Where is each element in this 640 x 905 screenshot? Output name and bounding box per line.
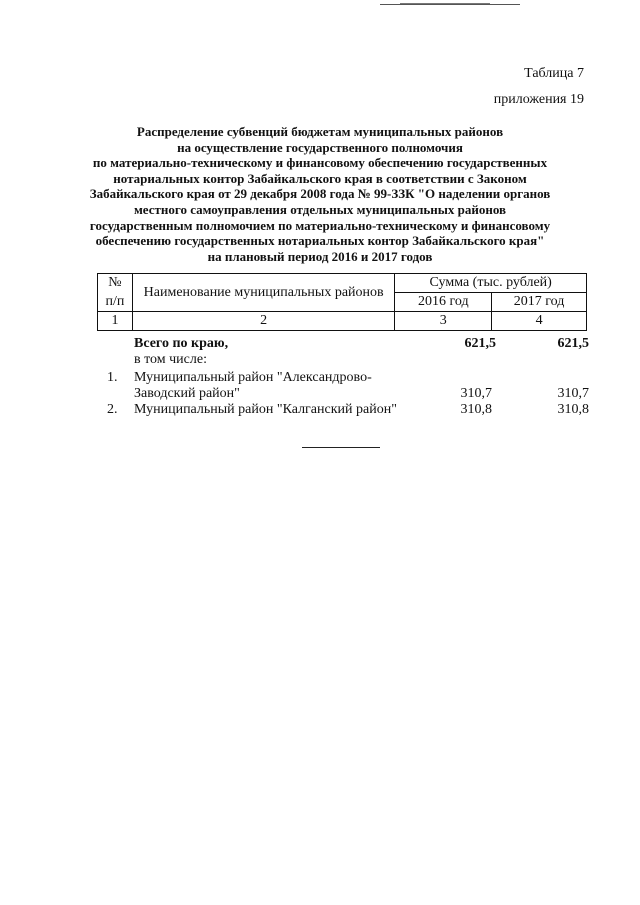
- column-header-number-line2: п/п: [98, 293, 133, 312]
- total-label: Всего по краю,: [134, 336, 229, 351]
- end-divider: [302, 447, 380, 448]
- total-2017: 621,5: [557, 336, 589, 351]
- title-line: нотариальных контор Забайкальского края в соответствии с Законом: [113, 170, 527, 186]
- title-line: на плановый период 2016 и 2017 годов: [207, 248, 433, 264]
- column-header-name: Наименование муниципальных районов: [132, 274, 394, 312]
- column-index: 1: [98, 312, 133, 331]
- title-line: обеспечению государственных нотариальных контор Забайкальского края": [95, 233, 545, 249]
- column-header-number-line1: №: [98, 274, 133, 293]
- title-line: государственным полномочием по материально-техническому и финансовому: [89, 217, 551, 233]
- row-number: 1.: [107, 370, 118, 385]
- document-title: [70, 124, 570, 264]
- row-value-2017: 310,8: [557, 402, 589, 417]
- title-line: Распределение субвенций бюджетам муниципальных районов: [136, 124, 504, 139]
- row-value-2017: 310,7: [557, 386, 589, 401]
- column-index: 3: [395, 312, 492, 331]
- scan-artifact-line: [380, 4, 520, 5]
- table-header: [97, 273, 587, 331]
- column-header-2016: 2016 год: [395, 293, 492, 312]
- table-reference: Таблица 7: [524, 66, 584, 81]
- title-line: Забайкальского края от 29 декабря 2008 года № 99-ЗЗК "О наделении органов: [89, 186, 551, 202]
- total-sublabel: в том числе:: [134, 352, 207, 367]
- title-line: на осуществление государственного полномочия: [177, 139, 463, 155]
- appendix-reference: приложения 19: [493, 92, 584, 107]
- row-value-2016: 310,7: [460, 386, 492, 401]
- column-index: 4: [492, 312, 587, 331]
- column-header-sum: Сумма (тыс. рублей): [395, 274, 587, 293]
- column-header-2017: 2017 год: [492, 293, 587, 312]
- scan-artifact-line: [400, 3, 490, 4]
- row-name: Муниципальный район "Александрово-: [134, 370, 372, 385]
- row-name: Муниципальный район "Калганский район": [134, 402, 397, 417]
- column-index: 2: [132, 312, 394, 331]
- total-2016: 621,5: [464, 336, 496, 351]
- title-line: местного самоуправления отдельных муниципальных районов: [133, 201, 507, 217]
- row-number: 2.: [107, 402, 118, 417]
- row-value-2016: 310,8: [460, 402, 492, 417]
- title-line: по материально-техническому и финансовому обеспечению государственных: [92, 155, 548, 171]
- row-name-continued: Заводский район": [134, 386, 240, 401]
